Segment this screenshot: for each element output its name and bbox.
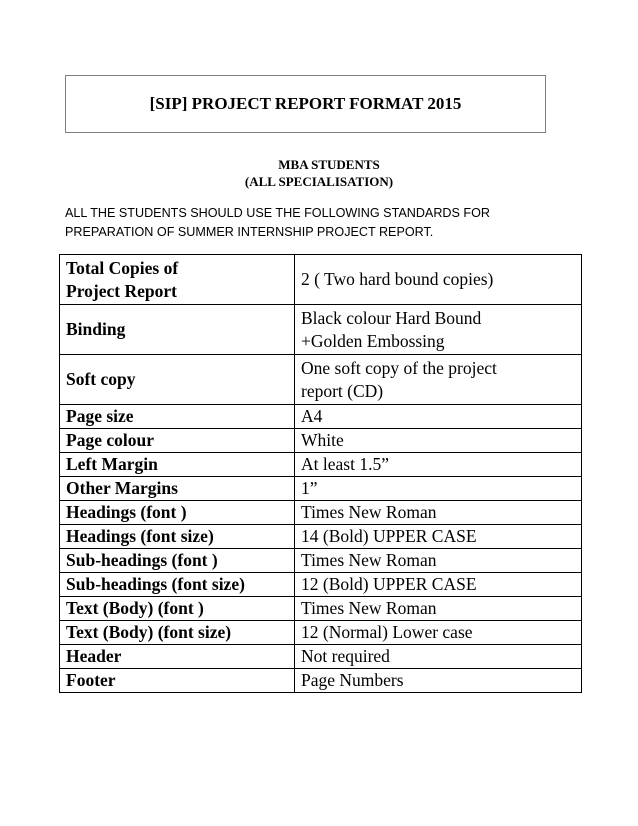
subtitle-line-1: MBA STUDENTS xyxy=(278,157,380,172)
row-key: Binding xyxy=(60,305,295,355)
intro-line-2: PREPARATION OF SUMMER INTERNSHIP PROJECT REPORT. xyxy=(65,225,434,239)
row-key: Footer xyxy=(60,669,295,693)
intro-paragraph xyxy=(65,204,575,242)
standards-table xyxy=(59,254,582,693)
row-key-line: Total Copies of xyxy=(66,257,179,278)
row-value: Not required xyxy=(295,645,582,669)
table-row xyxy=(60,597,582,621)
row-key: Text (Body) (font ) xyxy=(60,597,295,621)
table-row xyxy=(60,255,582,305)
row-value: 14 (Bold) UPPER CASE xyxy=(295,525,582,549)
row-key: Sub-headings (font ) xyxy=(60,549,295,573)
table-row xyxy=(60,501,582,525)
intro-line-1: ALL THE STUDENTS SHOULD USE THE FOLLOWING STANDARDS FOR xyxy=(65,206,490,220)
row-value-line: Black colour Hard Bound xyxy=(301,307,482,328)
table-row xyxy=(60,525,582,549)
row-key: Text (Body) (font size) xyxy=(60,621,295,645)
row-value: 2 ( Two hard bound copies) xyxy=(295,255,582,305)
table-row xyxy=(60,355,582,405)
document-title: [SIP] PROJECT REPORT FORMAT 2015 xyxy=(149,94,462,113)
row-value: 12 (Bold) UPPER CASE xyxy=(295,573,582,597)
row-value: At least 1.5” xyxy=(295,453,582,477)
row-value: Times New Roman xyxy=(295,549,582,573)
row-key: Left Margin xyxy=(60,453,295,477)
row-value xyxy=(295,305,582,355)
row-value: 12 (Normal) Lower case xyxy=(295,621,582,645)
row-key: Page colour xyxy=(60,429,295,453)
table-row xyxy=(60,573,582,597)
table-row xyxy=(60,645,582,669)
row-value: Times New Roman xyxy=(295,597,582,621)
row-value: A4 xyxy=(295,405,582,429)
table-row xyxy=(60,305,582,355)
row-key: Sub-headings (font size) xyxy=(60,573,295,597)
row-key: Headings (font ) xyxy=(60,501,295,525)
row-key: Header xyxy=(60,645,295,669)
row-key: Page size xyxy=(60,405,295,429)
row-value-line: +Golden Embossing xyxy=(301,330,445,351)
row-key: Other Margins xyxy=(60,477,295,501)
row-value: White xyxy=(295,429,582,453)
row-key-line: Project Report xyxy=(66,280,177,301)
row-value xyxy=(295,355,582,405)
table-row xyxy=(60,669,582,693)
table-row xyxy=(60,549,582,573)
row-value: Times New Roman xyxy=(295,501,582,525)
table-row xyxy=(60,621,582,645)
row-key: Soft copy xyxy=(60,355,295,405)
row-value-line: One soft copy of the project xyxy=(301,357,497,378)
row-key: Headings (font size) xyxy=(60,525,295,549)
row-value: Page Numbers xyxy=(295,669,582,693)
table-row xyxy=(60,429,582,453)
row-value: 1” xyxy=(295,477,582,501)
row-value-line: report (CD) xyxy=(301,380,384,401)
table-row xyxy=(60,453,582,477)
row-key xyxy=(60,255,295,305)
table-row xyxy=(60,477,582,501)
table-row xyxy=(60,405,582,429)
subtitle-line-2: (ALL SPECIALISATION) xyxy=(244,174,394,189)
title-box xyxy=(65,75,546,133)
